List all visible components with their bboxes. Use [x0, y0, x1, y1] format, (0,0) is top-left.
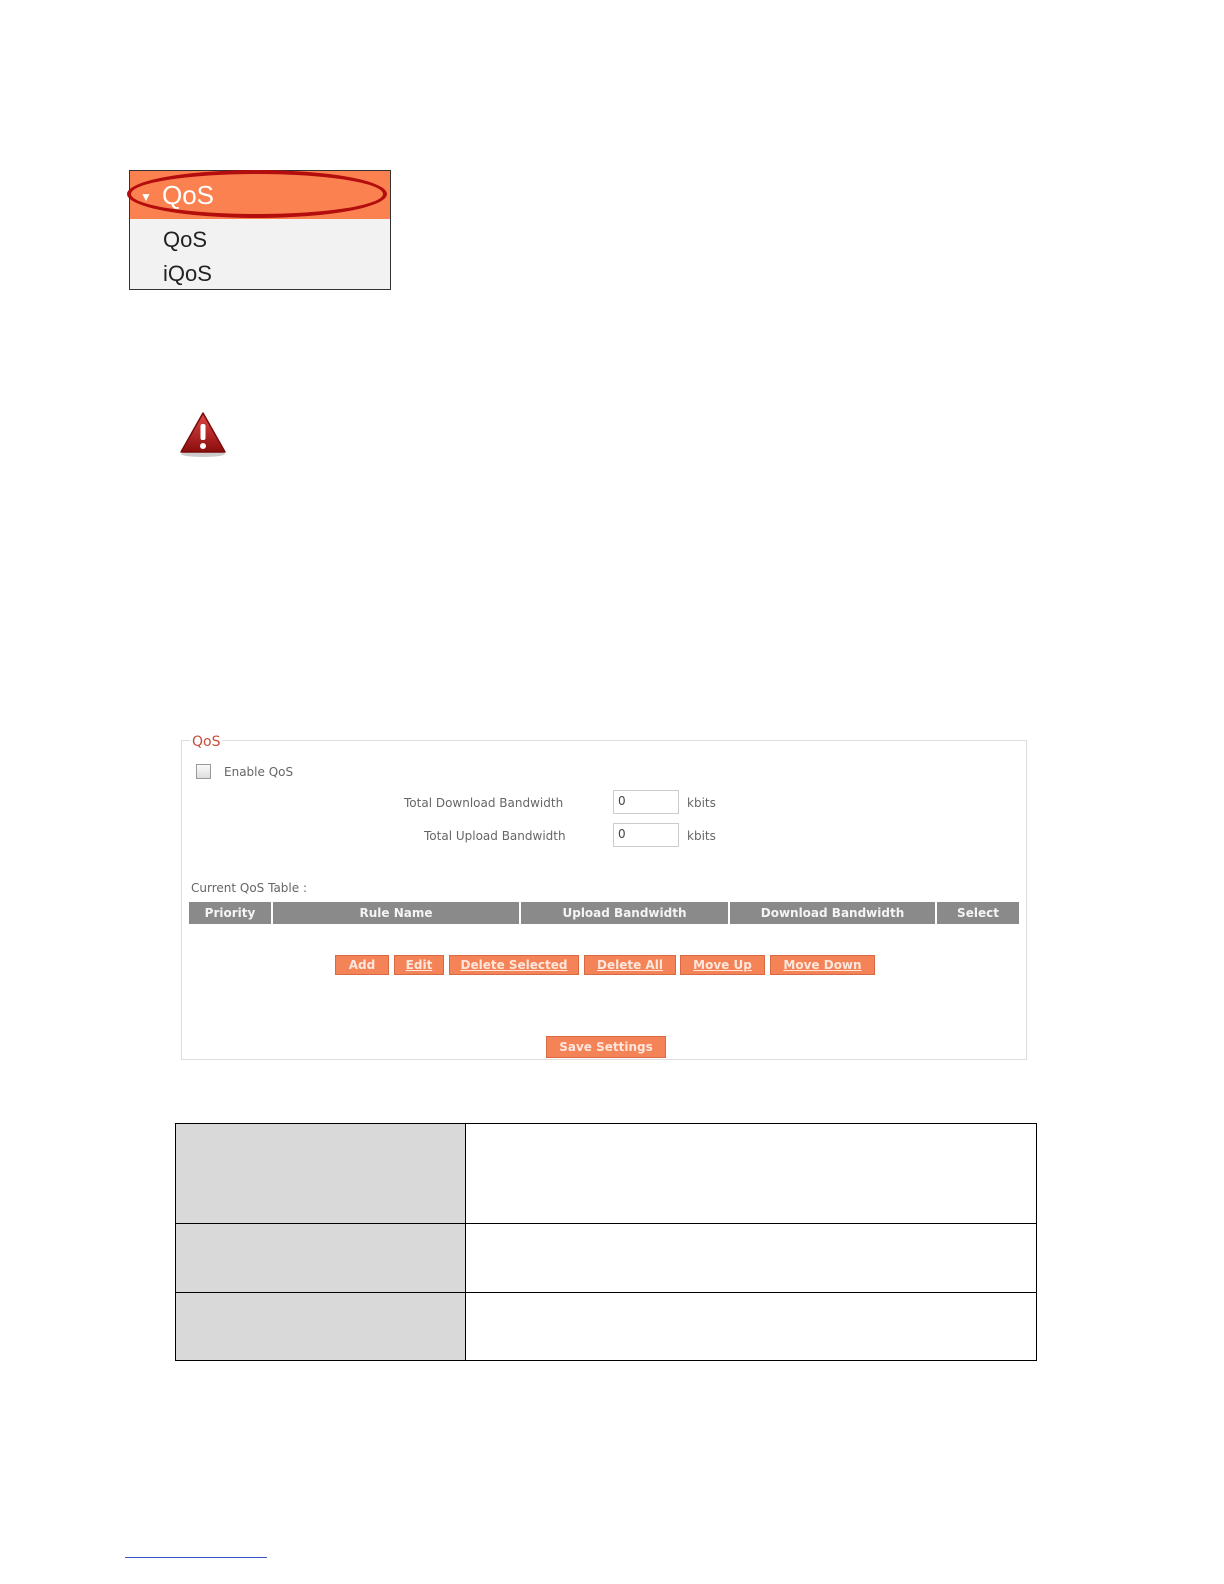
menu-header-qos[interactable] — [130, 171, 390, 219]
table-row — [176, 1293, 1037, 1361]
highlight-ellipse — [127, 170, 387, 218]
footer-link-line — [125, 1557, 267, 1558]
upload-bandwidth-input[interactable]: 0 — [613, 823, 679, 847]
qos-menu — [129, 170, 391, 290]
enable-qos-checkbox[interactable] — [196, 764, 211, 779]
upload-unit: kbits — [687, 829, 716, 843]
panel-title: QoS — [192, 734, 221, 750]
menu-header-label: QoS — [162, 180, 215, 210]
delete-all-button[interactable]: Delete All — [584, 955, 676, 975]
table-row — [176, 1224, 1037, 1293]
qos-table-header — [189, 902, 1021, 924]
add-button[interactable]: Add — [335, 955, 389, 975]
move-up-button[interactable]: Move Up — [680, 955, 765, 975]
warning-triangle-icon — [178, 410, 228, 458]
field-description-cell — [466, 1124, 1037, 1224]
field-name-cell — [176, 1293, 466, 1361]
delete-selected-button[interactable]: Delete Selected — [449, 955, 579, 975]
field-description-cell — [466, 1224, 1037, 1293]
field-description-table — [175, 1123, 1037, 1361]
column-select: Select — [937, 902, 1019, 924]
download-bandwidth-label: Total Download Bandwidth — [404, 796, 564, 810]
upload-bandwidth-label: Total Upload Bandwidth — [424, 829, 566, 843]
save-settings-button[interactable]: Save Settings — [546, 1036, 666, 1058]
download-bandwidth-input[interactable]: 0 — [613, 790, 679, 814]
move-down-button[interactable]: Move Down — [770, 955, 875, 975]
qos-settings-panel — [181, 734, 1027, 1060]
field-name-cell — [176, 1124, 466, 1224]
download-unit: kbits — [687, 796, 716, 810]
enable-qos-label: Enable QoS — [224, 765, 294, 779]
table-row — [176, 1124, 1037, 1224]
field-name-cell — [176, 1224, 466, 1293]
menu-item-iqos[interactable]: iQoS — [163, 261, 212, 286]
collapse-arrow-icon: ▼ — [140, 190, 152, 204]
qos-table-label: Current QoS Table : — [191, 881, 307, 895]
column-upload-bandwidth: Upload Bandwidth — [521, 902, 728, 924]
field-description-cell — [466, 1293, 1037, 1361]
column-download-bandwidth: Download Bandwidth — [730, 902, 935, 924]
column-priority: Priority — [189, 902, 271, 924]
column-rule-name: Rule Name — [273, 902, 519, 924]
menu-item-qos[interactable]: QoS — [163, 227, 208, 252]
edit-button[interactable]: Edit — [394, 955, 444, 975]
